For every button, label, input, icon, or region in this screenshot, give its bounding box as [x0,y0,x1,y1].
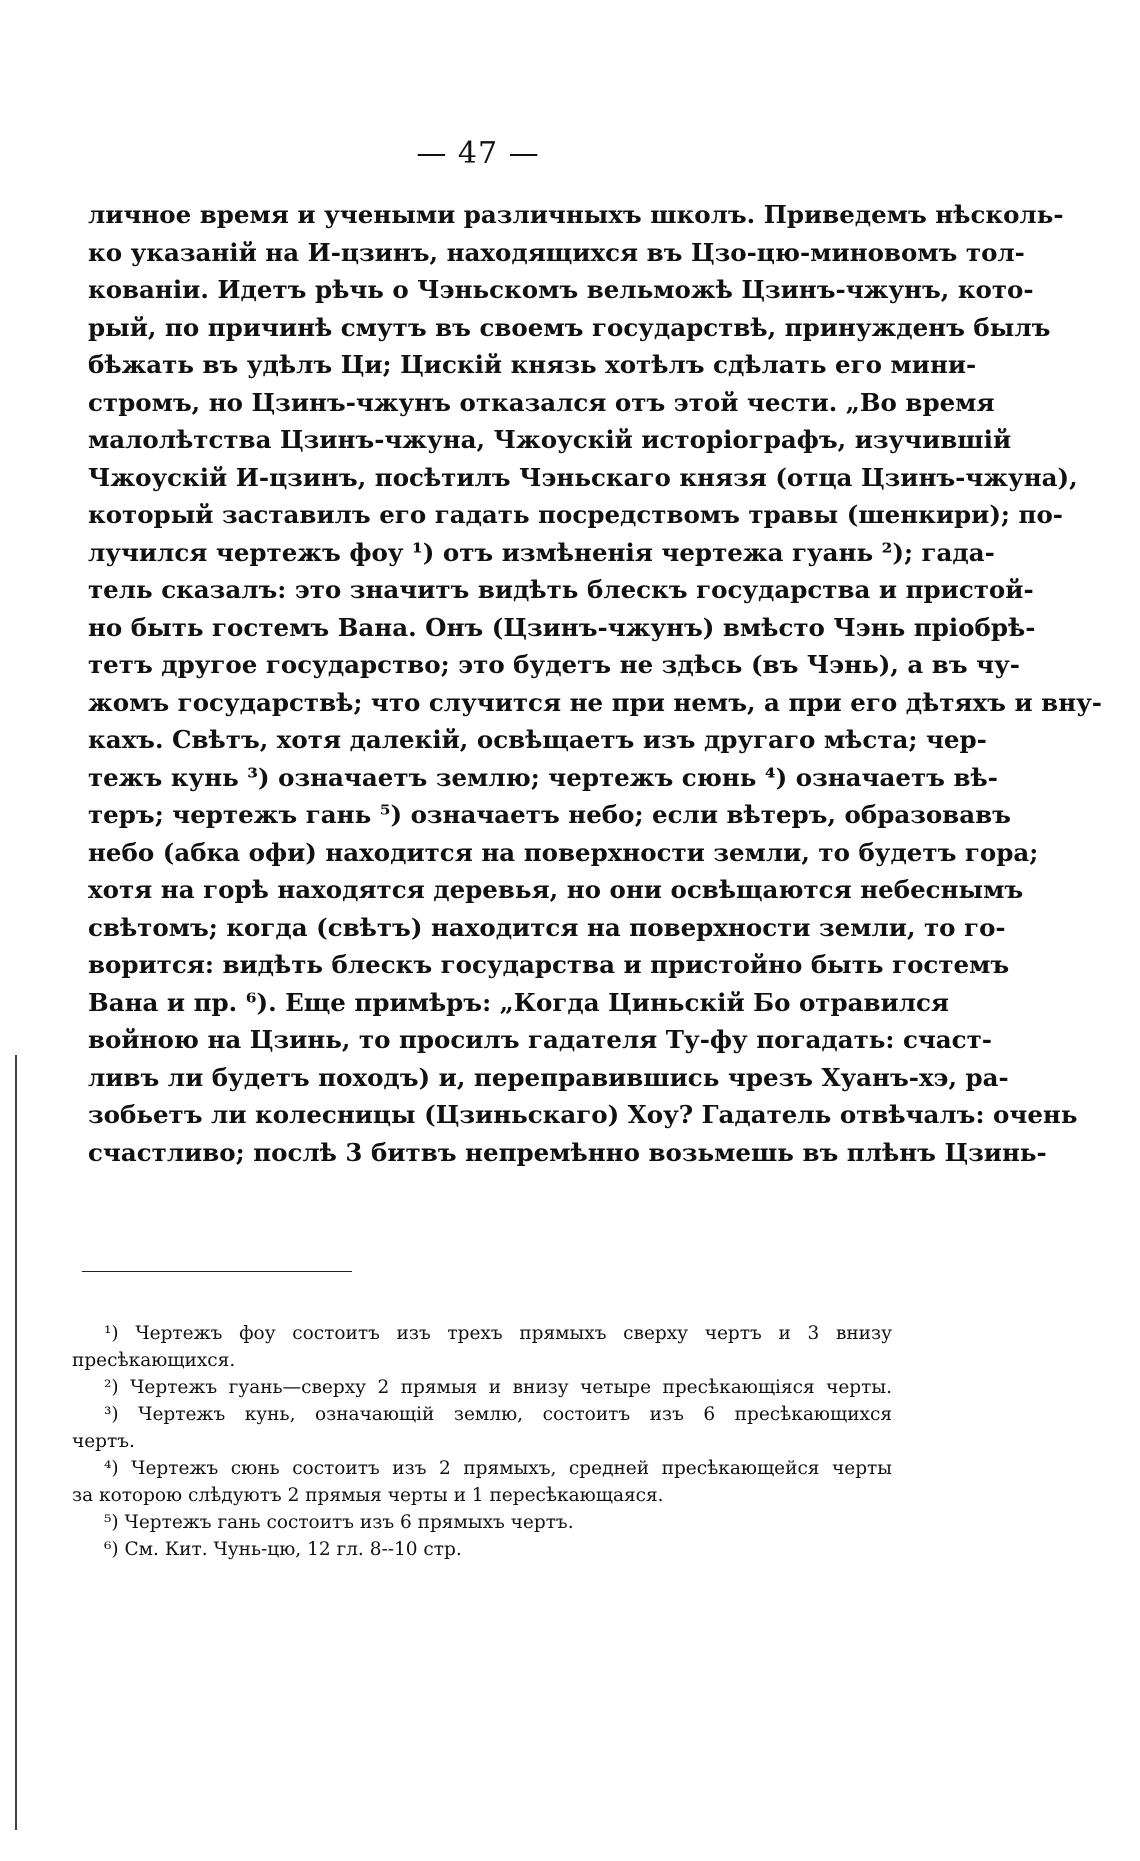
body-line: зобьетъ ли колесницы (Цзиньскаго) Хоу? Гадатель отвѣчалъ: очень [88,1100,1078,1129]
body-line: тетъ другое государство; это будетъ не здѣсь (въ Чэнь), а въ чу- [88,650,1020,679]
body-line: бѣжать въ удѣлъ Ци; Цискій князь хотѣлъ сдѣлать его мини- [88,350,977,379]
footnotes [72,1320,892,1563]
body-line: Вана и пр. ⁶). Еще примѣръ: „Когда Циньскій Бо отравился [88,987,949,1017]
body-line: тежъ кунь ³) означаетъ землю; чертежъ сюнь ⁴) означаетъ вѣ- [88,762,998,792]
body-line: хотя на горѣ находятся деревья, но они освѣщаются небеснымъ [88,875,1024,904]
body-line: личное время и учеными различныхъ школъ. Приведемъ нѣсколь- [88,200,1064,229]
body-line: лучился чертежъ фоу ¹) отъ измѣненія чертежа гуань ²); гада- [88,537,995,567]
page-edge-line [15,1055,17,1830]
body-line: ко указаній на И-цзинъ, находящихся въ Цзо-цю-миновомъ тол- [88,237,1025,267]
body-line: ворится: видѣть блескъ государства и пристойно быть гостемъ [88,950,1010,979]
body-line: ливъ ли будетъ походъ) и, переправившись чрезъ Хуанъ-хэ, ра- [88,1062,1009,1092]
body-line: Чжоускій И-цзинъ, посѣтилъ Чэньскаго князя (отца Цзинъ-чжуна), [88,462,1078,492]
footnote-line: ²) Чертежъ гуань—сверху 2 прямыя и внизу четыре пресѣкающіяся черты. [104,1377,892,1398]
body-line: который заставилъ его гадать посредствомъ травы (шенкири); по- [88,500,1063,529]
body-line: небо (абка офи) находится на поверхности земли, то будетъ гора; [88,837,1039,867]
body-line: свѣтомъ; когда (свѣтъ) находится на поверхности земли, то го- [88,912,1006,942]
body-line: кахъ. Свѣтъ, хотя далекій, освѣщаетъ изъ другаго мѣста; чер- [88,725,987,754]
body-line: рый, по причинѣ смутъ въ своемъ государствѣ, принужденъ былъ [88,312,1051,342]
footnote-line: ³) Чертежъ кунь, означающій землю, состоитъ изъ 6 пресѣкающихся [104,1404,892,1425]
footnote-line: за которою слѣдуютъ 2 прямыя черты и 1 пересѣкающаяся. [72,1485,664,1506]
footnote-line: ⁶) См. Кит. Чунь-цю, 12 гл. 8--10 стр. [104,1539,462,1560]
body-text [88,196,1102,1171]
footnote-line: ⁴) Чертежъ сюнь состоитъ изъ 2 прямыхъ, средней пресѣкающейся черты [104,1458,892,1479]
body-line: счастливо; послѣ 3 битвъ непремѣнно возьмешь въ плѣнъ Цзинь- [88,1137,1047,1167]
body-line: но быть гостемъ Вана. Онъ (Цзинъ-чжунъ) вмѣсто Чэнь пріобрѣ- [88,612,1036,642]
body-line: войною на Цзинь, то просилъ гадателя Ту-фу погадать: счаст- [88,1025,992,1054]
footnote-line: чертъ. [72,1431,135,1452]
footnote-separator [82,1271,352,1272]
footnote-line: пресѣкающихся. [72,1350,236,1371]
footnote-line: ⁵) Чертежъ гань состоитъ изъ 6 прямыхъ чертъ. [104,1512,574,1533]
body-line: кованіи. Идетъ рѣчь о Чэньскомъ вельможѣ Цзинъ-чжунъ, кото- [88,275,1034,304]
body-line: малолѣтства Цзинъ-чжуна, Чжоускій исторіографъ, изучившій [88,425,1012,454]
body-line: тель сказалъ: это значитъ видѣть блескъ государства и пристой- [88,575,1034,604]
body-line: жомъ государствѣ; что случится не при немъ, а при его дѣтяхъ и вну- [88,687,1102,717]
body-line: теръ; чертежъ гань ⁵) означаетъ небо; если вѣтеръ, образовавъ [88,800,1011,829]
footnote-line: ¹) Чертежъ фоу состоитъ изъ трехъ прямыхъ сверху чертъ и 3 внизу [104,1323,892,1344]
page-number: — 47 — [416,136,540,171]
body-line: стромъ, но Цзинъ-чжунъ отказался отъ этой чести. „Во время [88,387,995,417]
